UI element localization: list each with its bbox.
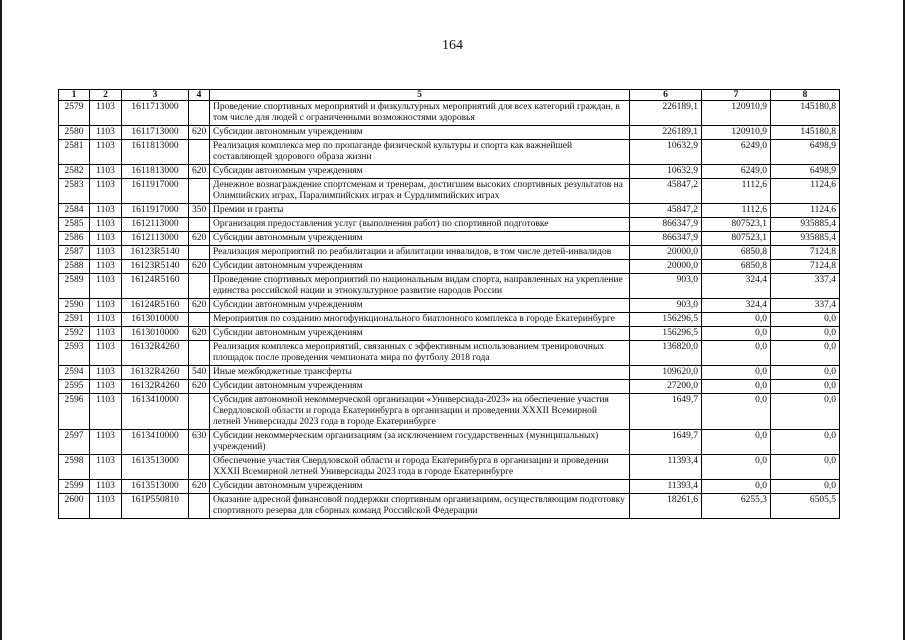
item-name-cell: Оказание адресной финансовой поддержки спортивным организациям, осуществляющим подготовку спортивного резерва для сборных команд Российской Федерации xyxy=(210,494,630,519)
row-number-cell: 2598 xyxy=(59,455,90,480)
item-name-cell: Денежное вознаграждение спортсменам и тренерам, достигшим высоких спортивных результатов на Олимпийских играх, Паралимпийских играх и Сурдлимпийских играх xyxy=(210,179,630,204)
item-name-cell: Субсидии автономным учреждениям xyxy=(210,126,630,140)
amount-col7-cell: 0,0 xyxy=(702,341,771,366)
row-number-cell: 2591 xyxy=(59,313,90,327)
amount-col6-cell: 866347,9 xyxy=(630,218,702,232)
table-row xyxy=(59,394,840,430)
target-item-code-cell: 16124R5160 xyxy=(122,299,189,313)
target-item-code-cell: 1613010000 xyxy=(122,327,189,341)
amount-col7-cell: 1112,6 xyxy=(702,179,771,204)
column-header: 7 xyxy=(702,90,771,101)
expense-type-cell xyxy=(189,101,210,126)
item-name-cell: Проведение спортивных мероприятий и физкультурных мероприятий для всех категорий граждан, в том числе для людей с ограниченными возможностями здоровья xyxy=(210,101,630,126)
section-code-cell: 1103 xyxy=(90,394,122,430)
amount-col7-cell: 0,0 xyxy=(702,327,771,341)
row-number-cell: 2586 xyxy=(59,232,90,246)
amount-col6-cell: 109620,0 xyxy=(630,366,702,380)
amount-col6-cell: 156296,5 xyxy=(630,313,702,327)
row-number-cell: 2599 xyxy=(59,480,90,494)
table-row xyxy=(59,260,840,274)
target-item-code-cell: 1611713000 xyxy=(122,126,189,140)
table-row xyxy=(59,430,840,455)
amount-col7-cell: 0,0 xyxy=(702,480,771,494)
target-item-code-cell: 161P550810 xyxy=(122,494,189,519)
amount-col6-cell: 45847,2 xyxy=(630,204,702,218)
table-row xyxy=(59,140,840,165)
row-number-cell: 2590 xyxy=(59,299,90,313)
amount-col8-cell: 0,0 xyxy=(771,394,840,430)
amount-col7-cell: 324,4 xyxy=(702,274,771,299)
column-header: 6 xyxy=(630,90,702,101)
amount-col7-cell: 324,4 xyxy=(702,299,771,313)
target-item-code-cell: 16132R4260 xyxy=(122,366,189,380)
amount-col8-cell: 0,0 xyxy=(771,313,840,327)
row-number-cell: 2593 xyxy=(59,341,90,366)
expense-type-cell xyxy=(189,313,210,327)
amount-col7-cell: 1112,6 xyxy=(702,204,771,218)
section-code-cell: 1103 xyxy=(90,313,122,327)
target-item-code-cell: 16123R5140 xyxy=(122,260,189,274)
amount-col7-cell: 807523,1 xyxy=(702,232,771,246)
target-item-code-cell: 1613010000 xyxy=(122,313,189,327)
item-name-cell: Реализация комплекса мер по пропаганде физической культуры и спорта как важнейшей составляющей здорового образа жизни xyxy=(210,140,630,165)
amount-col8-cell: 1124,6 xyxy=(771,179,840,204)
section-code-cell: 1103 xyxy=(90,165,122,179)
table-row xyxy=(59,126,840,140)
amount-col7-cell: 0,0 xyxy=(702,380,771,394)
row-number-cell: 2596 xyxy=(59,394,90,430)
item-name-cell: Реализация комплекса мероприятий, связанных с эффективным использованием тренировочных площадок после проведения чемпионата мира по футболу 2018 года xyxy=(210,341,630,366)
section-code-cell: 1103 xyxy=(90,366,122,380)
table-row xyxy=(59,179,840,204)
expense-type-cell xyxy=(189,246,210,260)
table-row xyxy=(59,494,840,519)
target-item-code-cell: 1611813000 xyxy=(122,140,189,165)
item-name-cell: Субсидии некоммерческим организациям (за исключением государственных (муниципальных) учреждений) xyxy=(210,430,630,455)
amount-col8-cell: 337,4 xyxy=(771,299,840,313)
amount-col6-cell: 18261,6 xyxy=(630,494,702,519)
item-name-cell: Мероприятия по созданию многофункционального биатлонного комплекса в городе Екатеринбурге xyxy=(210,313,630,327)
section-code-cell: 1103 xyxy=(90,455,122,480)
expense-type-cell xyxy=(189,274,210,299)
target-item-code-cell: 1613513000 xyxy=(122,455,189,480)
amount-col6-cell: 226189,1 xyxy=(630,101,702,126)
expense-type-cell: 630 xyxy=(189,430,210,455)
amount-col8-cell: 145180,8 xyxy=(771,101,840,126)
section-code-cell: 1103 xyxy=(90,179,122,204)
target-item-code-cell: 1611813000 xyxy=(122,165,189,179)
section-code-cell: 1103 xyxy=(90,140,122,165)
amount-col6-cell: 136820,0 xyxy=(630,341,702,366)
row-number-cell: 2580 xyxy=(59,126,90,140)
section-code-cell: 1103 xyxy=(90,494,122,519)
target-item-code-cell: 1613513000 xyxy=(122,480,189,494)
amount-col8-cell: 6505,5 xyxy=(771,494,840,519)
amount-col8-cell: 145180,8 xyxy=(771,126,840,140)
section-code-cell: 1103 xyxy=(90,274,122,299)
amount-col7-cell: 807523,1 xyxy=(702,218,771,232)
table-row xyxy=(59,246,840,260)
item-name-cell: Субсидии автономным учреждениям xyxy=(210,165,630,179)
expense-type-cell: 350 xyxy=(189,204,210,218)
row-number-cell: 2588 xyxy=(59,260,90,274)
amount-col6-cell: 45847,2 xyxy=(630,179,702,204)
amount-col8-cell: 6498,9 xyxy=(771,140,840,165)
section-code-cell: 1103 xyxy=(90,218,122,232)
target-item-code-cell: 16132R4260 xyxy=(122,380,189,394)
amount-col8-cell: 0,0 xyxy=(771,455,840,480)
target-item-code-cell: 16124R5160 xyxy=(122,274,189,299)
amount-col7-cell: 0,0 xyxy=(702,455,771,480)
row-number-cell: 2592 xyxy=(59,327,90,341)
target-item-code-cell: 1611713000 xyxy=(122,101,189,126)
section-code-cell: 1103 xyxy=(90,327,122,341)
page-number: 164 xyxy=(442,38,463,53)
amount-col7-cell: 0,0 xyxy=(702,313,771,327)
amount-col6-cell: 1649,7 xyxy=(630,394,702,430)
expense-type-cell: 620 xyxy=(189,165,210,179)
amount-col8-cell: 935885,4 xyxy=(771,232,840,246)
row-number-cell: 2600 xyxy=(59,494,90,519)
amount-col8-cell: 7124,8 xyxy=(771,260,840,274)
item-name-cell: Субсидии автономным учреждениям xyxy=(210,327,630,341)
column-header: 2 xyxy=(90,90,122,101)
amount-col6-cell: 27200,0 xyxy=(630,380,702,394)
section-code-cell: 1103 xyxy=(90,380,122,394)
section-code-cell: 1103 xyxy=(90,480,122,494)
table-row xyxy=(59,299,840,313)
item-name-cell: Субсидия автономной некоммерческой организации «Универсиада-2023» на обеспечение участия Свердловской области и города Екатеринбурга в организации и проведении XXXII Всемирной летней Универсиады 2023 года в городе Екатеринбурге xyxy=(210,394,630,430)
expense-type-cell: 620 xyxy=(189,327,210,341)
target-item-code-cell: 16132R4260 xyxy=(122,341,189,366)
table-row xyxy=(59,341,840,366)
amount-col7-cell: 6850,8 xyxy=(702,246,771,260)
item-name-cell: Субсидии автономным учреждениям xyxy=(210,232,630,246)
column-header: 4 xyxy=(189,90,210,101)
expense-type-cell xyxy=(189,494,210,519)
amount-col8-cell: 337,4 xyxy=(771,274,840,299)
table-row xyxy=(59,366,840,380)
target-item-code-cell: 1612113000 xyxy=(122,232,189,246)
amount-col6-cell: 156296,5 xyxy=(630,327,702,341)
expense-type-cell xyxy=(189,179,210,204)
amount-col7-cell: 6850,8 xyxy=(702,260,771,274)
section-code-cell: 1103 xyxy=(90,430,122,455)
item-name-cell: Субсидии автономным учреждениям xyxy=(210,480,630,494)
item-name-cell: Субсидии автономным учреждениям xyxy=(210,260,630,274)
table-row xyxy=(59,274,840,299)
amount-col8-cell: 0,0 xyxy=(771,341,840,366)
amount-col7-cell: 0,0 xyxy=(702,394,771,430)
item-name-cell: Субсидии автономным учреждениям xyxy=(210,299,630,313)
amount-col6-cell: 903,0 xyxy=(630,299,702,313)
table-row xyxy=(59,480,840,494)
expense-type-cell xyxy=(189,218,210,232)
expense-type-cell: 620 xyxy=(189,380,210,394)
amount-col8-cell: 0,0 xyxy=(771,366,840,380)
item-name-cell: Премии и гранты xyxy=(210,204,630,218)
section-code-cell: 1103 xyxy=(90,126,122,140)
amount-col7-cell: 6249,0 xyxy=(702,165,771,179)
expense-type-cell xyxy=(189,140,210,165)
item-name-cell: Субсидии автономным учреждениям xyxy=(210,380,630,394)
amount-col7-cell: 120910,9 xyxy=(702,101,771,126)
amount-col6-cell: 226189,1 xyxy=(630,126,702,140)
target-item-code-cell: 1613410000 xyxy=(122,430,189,455)
budget-table xyxy=(58,89,840,519)
table-row xyxy=(59,455,840,480)
item-name-cell: Иные межбюджетные трансферты xyxy=(210,366,630,380)
amount-col6-cell: 20000,0 xyxy=(630,246,702,260)
target-item-code-cell: 1611917000 xyxy=(122,179,189,204)
section-code-cell: 1103 xyxy=(90,341,122,366)
table-row xyxy=(59,165,840,179)
section-code-cell: 1103 xyxy=(90,204,122,218)
expense-type-cell: 620 xyxy=(189,260,210,274)
amount-col8-cell: 0,0 xyxy=(771,480,840,494)
expense-type-cell: 620 xyxy=(189,232,210,246)
column-header: 1 xyxy=(59,90,90,101)
section-code-cell: 1103 xyxy=(90,101,122,126)
item-name-cell: Реализация мероприятий по реабилитации и абилитации инвалидов, в том числе детей-инвалидов xyxy=(210,246,630,260)
row-number-cell: 2583 xyxy=(59,179,90,204)
amount-col6-cell: 20000,0 xyxy=(630,260,702,274)
amount-col8-cell: 0,0 xyxy=(771,430,840,455)
table-row xyxy=(59,313,840,327)
amount-col8-cell: 0,0 xyxy=(771,327,840,341)
amount-col8-cell: 0,0 xyxy=(771,380,840,394)
item-name-cell: Организация предоставления услуг (выполнения работ) по спортивной подготовке xyxy=(210,218,630,232)
amount-col8-cell: 1124,6 xyxy=(771,204,840,218)
row-number-cell: 2579 xyxy=(59,101,90,126)
row-number-cell: 2581 xyxy=(59,140,90,165)
amount-col8-cell: 6498,9 xyxy=(771,165,840,179)
target-item-code-cell: 1611917000 xyxy=(122,204,189,218)
column-header: 3 xyxy=(122,90,189,101)
table-row xyxy=(59,380,840,394)
section-code-cell: 1103 xyxy=(90,232,122,246)
row-number-cell: 2594 xyxy=(59,366,90,380)
expense-type-cell: 620 xyxy=(189,126,210,140)
amount-col6-cell: 10632,9 xyxy=(630,140,702,165)
column-header: 8 xyxy=(771,90,840,101)
item-name-cell: Обеспечение участия Свердловской области и города Екатеринбурга в организации и проведении XXXII Всемирной летней Универсиады 2023 года в городе Екатеринбурге xyxy=(210,455,630,480)
row-number-cell: 2584 xyxy=(59,204,90,218)
amount-col7-cell: 6249,0 xyxy=(702,140,771,165)
amount-col6-cell: 903,0 xyxy=(630,274,702,299)
table-row xyxy=(59,218,840,232)
row-number-cell: 2582 xyxy=(59,165,90,179)
expense-type-cell xyxy=(189,341,210,366)
section-code-cell: 1103 xyxy=(90,299,122,313)
target-item-code-cell: 1613410000 xyxy=(122,394,189,430)
table-row xyxy=(59,101,840,126)
section-code-cell: 1103 xyxy=(90,260,122,274)
row-number-cell: 2595 xyxy=(59,380,90,394)
amount-col6-cell: 866347,9 xyxy=(630,232,702,246)
column-header: 5 xyxy=(210,90,630,101)
row-number-cell: 2597 xyxy=(59,430,90,455)
table-row xyxy=(59,204,840,218)
row-number-cell: 2589 xyxy=(59,274,90,299)
table-row xyxy=(59,232,840,246)
amount-col6-cell: 10632,9 xyxy=(630,165,702,179)
section-code-cell: 1103 xyxy=(90,246,122,260)
amount-col7-cell: 6255,3 xyxy=(702,494,771,519)
amount-col6-cell: 11393,4 xyxy=(630,480,702,494)
target-item-code-cell: 1612113000 xyxy=(122,218,189,232)
amount-col8-cell: 7124,8 xyxy=(771,246,840,260)
row-number-cell: 2587 xyxy=(59,246,90,260)
amount-col7-cell: 120910,9 xyxy=(702,126,771,140)
expense-type-cell: 540 xyxy=(189,366,210,380)
amount-col6-cell: 11393,4 xyxy=(630,455,702,480)
expense-type-cell xyxy=(189,455,210,480)
header-row xyxy=(59,90,840,101)
table-row xyxy=(59,327,840,341)
amount-col8-cell: 935885,4 xyxy=(771,218,840,232)
amount-col6-cell: 1649,7 xyxy=(630,430,702,455)
amount-col7-cell: 0,0 xyxy=(702,366,771,380)
expense-type-cell: 620 xyxy=(189,480,210,494)
item-name-cell: Проведение спортивных мероприятий по национальным видам спорта, направленных на укрепление единства российской нации и этнокультурное развитие народов России xyxy=(210,274,630,299)
amount-col7-cell: 0,0 xyxy=(702,430,771,455)
target-item-code-cell: 16123R5140 xyxy=(122,246,189,260)
expense-type-cell: 620 xyxy=(189,299,210,313)
expense-type-cell xyxy=(189,394,210,430)
row-number-cell: 2585 xyxy=(59,218,90,232)
